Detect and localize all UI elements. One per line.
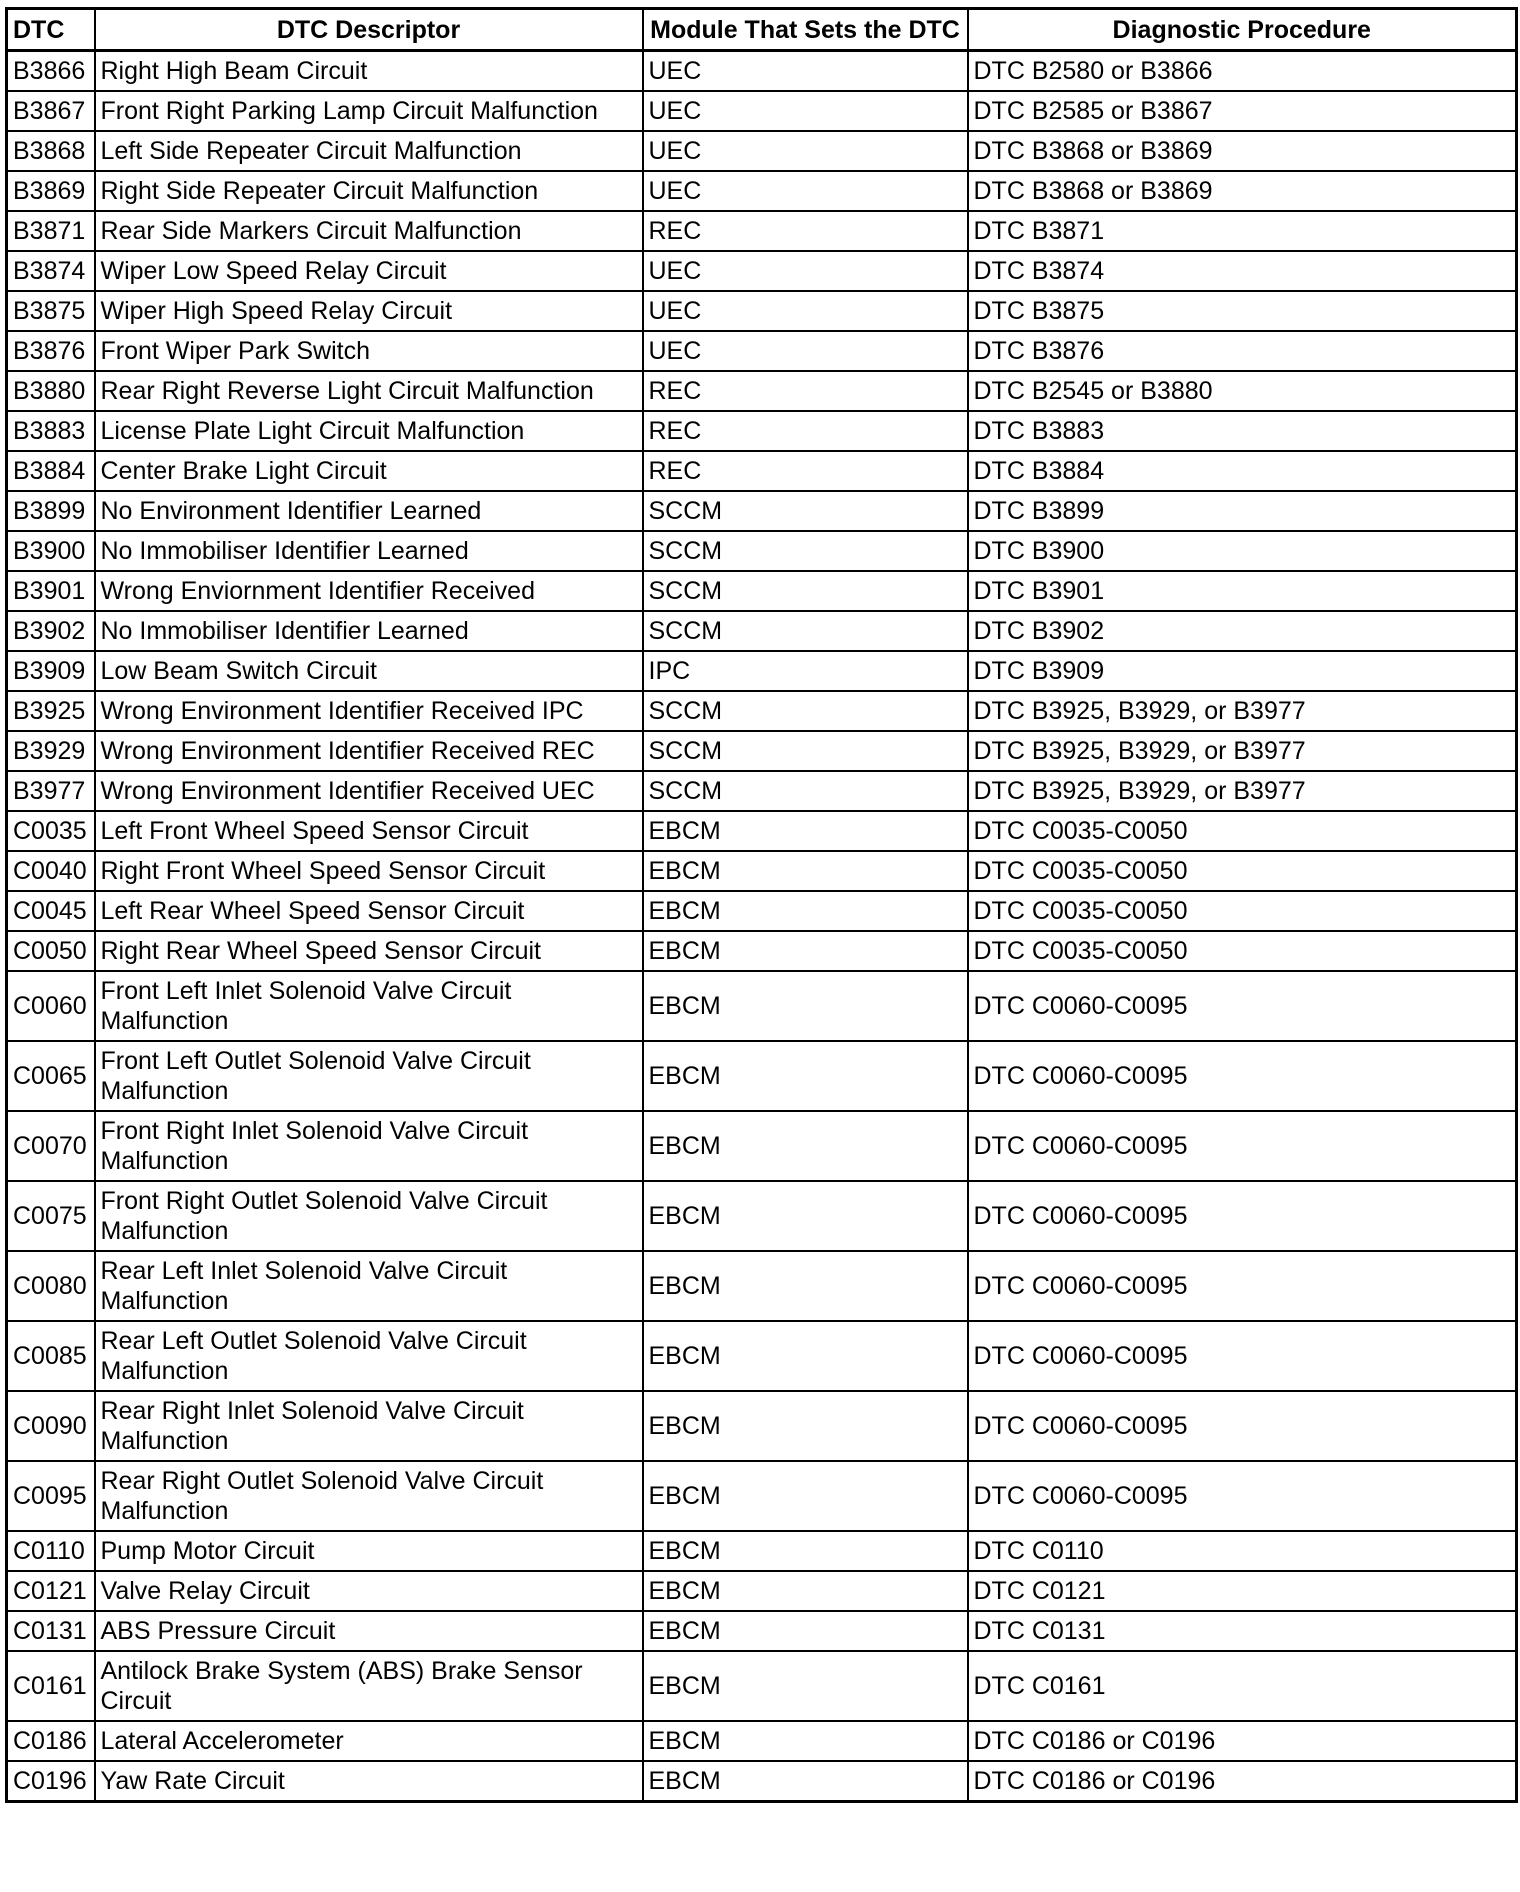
- dtc-procedure-cell: DTC C0110: [968, 1531, 1517, 1571]
- dtc-module-cell: SCCM: [643, 771, 968, 811]
- dtc-code-cell: C0050: [7, 931, 95, 971]
- dtc-module-cell: EBCM: [643, 1651, 968, 1721]
- dtc-code-cell: B3900: [7, 531, 95, 571]
- table-row: [7, 1321, 1517, 1391]
- dtc-procedure-cell: DTC B3884: [968, 451, 1517, 491]
- table-row: [7, 811, 1517, 851]
- dtc-descriptor-cell: Right High Beam Circuit: [95, 51, 643, 92]
- dtc-code-cell: B3901: [7, 571, 95, 611]
- dtc-descriptor-cell: Wrong Environment Identifier Received REC: [95, 731, 643, 771]
- dtc-code-cell: C0196: [7, 1761, 95, 1802]
- dtc-code-cell: C0095: [7, 1461, 95, 1531]
- dtc-module-cell: REC: [643, 451, 968, 491]
- dtc-procedure-cell: DTC B3871: [968, 211, 1517, 251]
- dtc-module-cell: SCCM: [643, 531, 968, 571]
- dtc-code-cell: B3884: [7, 451, 95, 491]
- dtc-module-cell: SCCM: [643, 731, 968, 771]
- table-row: [7, 51, 1517, 92]
- dtc-code-cell: C0186: [7, 1721, 95, 1761]
- dtc-code-cell: B3868: [7, 131, 95, 171]
- table-row: [7, 411, 1517, 451]
- dtc-code-cell: C0045: [7, 891, 95, 931]
- dtc-procedure-cell: DTC C0060-C0095: [968, 1181, 1517, 1251]
- dtc-module-cell: EBCM: [643, 1181, 968, 1251]
- dtc-descriptor-cell: No Immobiliser Identifier Learned: [95, 611, 643, 651]
- dtc-module-cell: REC: [643, 371, 968, 411]
- dtc-code-cell: C0080: [7, 1251, 95, 1321]
- dtc-procedure-cell: DTC B3875: [968, 291, 1517, 331]
- dtc-procedure-cell: DTC C0161: [968, 1651, 1517, 1721]
- dtc-code-cell: C0161: [7, 1651, 95, 1721]
- dtc-procedure-cell: DTC C0060-C0095: [968, 971, 1517, 1041]
- dtc-procedure-cell: DTC B3902: [968, 611, 1517, 651]
- table-row: [7, 851, 1517, 891]
- dtc-descriptor-cell: No Environment Identifier Learned: [95, 491, 643, 531]
- dtc-descriptor-cell: Wrong Environment Identifier Received IPC: [95, 691, 643, 731]
- table-row: [7, 1721, 1517, 1761]
- dtc-descriptor-cell: Wrong Environment Identifier Received UEC: [95, 771, 643, 811]
- dtc-code-cell: C0121: [7, 1571, 95, 1611]
- dtc-code-cell: B3874: [7, 251, 95, 291]
- table-row: [7, 611, 1517, 651]
- header-descriptor: DTC Descriptor: [95, 9, 643, 51]
- table-row: [7, 771, 1517, 811]
- dtc-code-cell: C0075: [7, 1181, 95, 1251]
- dtc-module-cell: EBCM: [643, 971, 968, 1041]
- dtc-code-cell: C0090: [7, 1391, 95, 1461]
- dtc-module-cell: EBCM: [643, 891, 968, 931]
- dtc-code-cell: B3929: [7, 731, 95, 771]
- dtc-module-cell: UEC: [643, 51, 968, 92]
- dtc-code-cell: B3909: [7, 651, 95, 691]
- dtc-descriptor-cell: Front Wiper Park Switch: [95, 331, 643, 371]
- table-row: [7, 1181, 1517, 1251]
- dtc-module-cell: SCCM: [643, 691, 968, 731]
- dtc-code-cell: C0070: [7, 1111, 95, 1181]
- table-row: [7, 651, 1517, 691]
- dtc-code-cell: C0131: [7, 1611, 95, 1651]
- dtc-descriptor-cell: Front Right Outlet Solenoid Valve Circuit Malfunction: [95, 1181, 643, 1251]
- dtc-procedure-cell: DTC B3876: [968, 331, 1517, 371]
- dtc-module-cell: EBCM: [643, 931, 968, 971]
- dtc-descriptor-cell: Rear Left Outlet Solenoid Valve Circuit Malfunction: [95, 1321, 643, 1391]
- table-row: [7, 891, 1517, 931]
- dtc-code-cell: B3867: [7, 91, 95, 131]
- dtc-descriptor-cell: Lateral Accelerometer: [95, 1721, 643, 1761]
- dtc-procedure-cell: DTC C0060-C0095: [968, 1461, 1517, 1531]
- dtc-descriptor-cell: Left Rear Wheel Speed Sensor Circuit: [95, 891, 643, 931]
- header-dtc: DTC: [7, 9, 95, 51]
- dtc-descriptor-cell: Left Side Repeater Circuit Malfunction: [95, 131, 643, 171]
- dtc-descriptor-cell: Rear Left Inlet Solenoid Valve Circuit Malfunction: [95, 1251, 643, 1321]
- dtc-code-cell: C0035: [7, 811, 95, 851]
- dtc-code-cell: C0110: [7, 1531, 95, 1571]
- table-row: [7, 131, 1517, 171]
- dtc-procedure-cell: DTC C0035-C0050: [968, 891, 1517, 931]
- header-procedure: Diagnostic Procedure: [968, 9, 1517, 51]
- dtc-procedure-cell: DTC B3925, B3929, or B3977: [968, 691, 1517, 731]
- table-row: [7, 91, 1517, 131]
- dtc-descriptor-cell: Left Front Wheel Speed Sensor Circuit: [95, 811, 643, 851]
- dtc-code-cell: C0065: [7, 1041, 95, 1111]
- dtc-module-cell: EBCM: [643, 1111, 968, 1181]
- dtc-module-cell: EBCM: [643, 1391, 968, 1461]
- dtc-code-cell: B3883: [7, 411, 95, 451]
- table-row: [7, 1461, 1517, 1531]
- dtc-procedure-cell: DTC B3883: [968, 411, 1517, 451]
- dtc-module-cell: UEC: [643, 331, 968, 371]
- dtc-descriptor-cell: No Immobiliser Identifier Learned: [95, 531, 643, 571]
- table-row: [7, 1761, 1517, 1802]
- dtc-descriptor-cell: ABS Pressure Circuit: [95, 1611, 643, 1651]
- table-row: [7, 971, 1517, 1041]
- dtc-module-cell: EBCM: [643, 1571, 968, 1611]
- dtc-code-cell: C0085: [7, 1321, 95, 1391]
- table-row: [7, 691, 1517, 731]
- dtc-module-cell: REC: [643, 411, 968, 451]
- dtc-procedure-cell: DTC C0186 or C0196: [968, 1761, 1517, 1802]
- dtc-module-cell: REC: [643, 211, 968, 251]
- dtc-module-cell: IPC: [643, 651, 968, 691]
- dtc-procedure-cell: DTC C0060-C0095: [968, 1111, 1517, 1181]
- dtc-procedure-cell: DTC B3925, B3929, or B3977: [968, 771, 1517, 811]
- table-row: [7, 251, 1517, 291]
- dtc-code-cell: B3876: [7, 331, 95, 371]
- dtc-procedure-cell: DTC B3909: [968, 651, 1517, 691]
- dtc-code-cell: B3869: [7, 171, 95, 211]
- table-row: [7, 1571, 1517, 1611]
- dtc-procedure-cell: DTC C0121: [968, 1571, 1517, 1611]
- dtc-module-cell: EBCM: [643, 851, 968, 891]
- dtc-procedure-cell: DTC B3901: [968, 571, 1517, 611]
- table-row: [7, 1391, 1517, 1461]
- header-module: Module That Sets the DTC: [643, 9, 968, 51]
- dtc-code-cell: B3866: [7, 51, 95, 92]
- dtc-procedure-cell: DTC C0060-C0095: [968, 1321, 1517, 1391]
- dtc-module-cell: UEC: [643, 91, 968, 131]
- dtc-descriptor-cell: Front Left Inlet Solenoid Valve Circuit Malfunction: [95, 971, 643, 1041]
- dtc-table: [5, 7, 1518, 1803]
- dtc-procedure-cell: DTC B2545 or B3880: [968, 371, 1517, 411]
- dtc-module-cell: SCCM: [643, 611, 968, 651]
- table-row: [7, 931, 1517, 971]
- dtc-descriptor-cell: Front Right Inlet Solenoid Valve Circuit Malfunction: [95, 1111, 643, 1181]
- dtc-procedure-cell: DTC B3899: [968, 491, 1517, 531]
- dtc-descriptor-cell: Valve Relay Circuit: [95, 1571, 643, 1611]
- dtc-descriptor-cell: Front Right Parking Lamp Circuit Malfunction: [95, 91, 643, 131]
- dtc-module-cell: UEC: [643, 131, 968, 171]
- header-row: [7, 9, 1517, 51]
- dtc-module-cell: EBCM: [643, 1761, 968, 1802]
- dtc-procedure-cell: DTC B2585 or B3867: [968, 91, 1517, 131]
- dtc-procedure-cell: DTC C0035-C0050: [968, 811, 1517, 851]
- dtc-module-cell: SCCM: [643, 491, 968, 531]
- dtc-procedure-cell: DTC C0060-C0095: [968, 1041, 1517, 1111]
- dtc-code-cell: C0040: [7, 851, 95, 891]
- dtc-module-cell: EBCM: [643, 1531, 968, 1571]
- table-row: [7, 211, 1517, 251]
- dtc-descriptor-cell: Wiper High Speed Relay Circuit: [95, 291, 643, 331]
- table-body: [7, 51, 1517, 1802]
- dtc-procedure-cell: DTC B3874: [968, 251, 1517, 291]
- dtc-module-cell: EBCM: [643, 1321, 968, 1391]
- dtc-descriptor-cell: License Plate Light Circuit Malfunction: [95, 411, 643, 451]
- dtc-descriptor-cell: Rear Side Markers Circuit Malfunction: [95, 211, 643, 251]
- dtc-module-cell: EBCM: [643, 1041, 968, 1111]
- dtc-procedure-cell: DTC C0131: [968, 1611, 1517, 1651]
- dtc-code-cell: B3880: [7, 371, 95, 411]
- dtc-descriptor-cell: Right Rear Wheel Speed Sensor Circuit: [95, 931, 643, 971]
- dtc-descriptor-cell: Right Front Wheel Speed Sensor Circuit: [95, 851, 643, 891]
- dtc-descriptor-cell: Wiper Low Speed Relay Circuit: [95, 251, 643, 291]
- dtc-code-cell: C0060: [7, 971, 95, 1041]
- dtc-procedure-cell: DTC C0060-C0095: [968, 1391, 1517, 1461]
- dtc-module-cell: EBCM: [643, 1461, 968, 1531]
- dtc-module-cell: UEC: [643, 251, 968, 291]
- table-row: [7, 371, 1517, 411]
- dtc-descriptor-cell: Rear Right Outlet Solenoid Valve Circuit Malfunction: [95, 1461, 643, 1531]
- table-row: [7, 1251, 1517, 1321]
- dtc-procedure-cell: DTC C0060-C0095: [968, 1251, 1517, 1321]
- dtc-code-cell: B3875: [7, 291, 95, 331]
- dtc-module-cell: EBCM: [643, 1611, 968, 1651]
- dtc-procedure-cell: DTC B3868 or B3869: [968, 131, 1517, 171]
- dtc-descriptor-cell: Yaw Rate Circuit: [95, 1761, 643, 1802]
- dtc-code-cell: B3925: [7, 691, 95, 731]
- dtc-module-cell: EBCM: [643, 1251, 968, 1321]
- table-row: [7, 531, 1517, 571]
- dtc-procedure-cell: DTC B3900: [968, 531, 1517, 571]
- table-row: [7, 1531, 1517, 1571]
- dtc-code-cell: B3902: [7, 611, 95, 651]
- dtc-procedure-cell: DTC C0186 or C0196: [968, 1721, 1517, 1761]
- dtc-descriptor-cell: Right Side Repeater Circuit Malfunction: [95, 171, 643, 211]
- table-row: [7, 331, 1517, 371]
- dtc-code-cell: B3899: [7, 491, 95, 531]
- dtc-procedure-cell: DTC B3925, B3929, or B3977: [968, 731, 1517, 771]
- dtc-descriptor-cell: Center Brake Light Circuit: [95, 451, 643, 491]
- dtc-code-cell: B3977: [7, 771, 95, 811]
- dtc-module-cell: SCCM: [643, 571, 968, 611]
- table-row: [7, 1611, 1517, 1651]
- dtc-descriptor-cell: Low Beam Switch Circuit: [95, 651, 643, 691]
- dtc-procedure-cell: DTC C0035-C0050: [968, 851, 1517, 891]
- table-row: [7, 291, 1517, 331]
- dtc-procedure-cell: DTC B3868 or B3869: [968, 171, 1517, 211]
- dtc-descriptor-cell: Antilock Brake System (ABS) Brake Sensor Circuit: [95, 1651, 643, 1721]
- table-row: [7, 1651, 1517, 1721]
- table-row: [7, 1041, 1517, 1111]
- dtc-descriptor-cell: Wrong Enviornment Identifier Received: [95, 571, 643, 611]
- table-row: [7, 171, 1517, 211]
- dtc-module-cell: EBCM: [643, 1721, 968, 1761]
- dtc-descriptor-cell: Front Left Outlet Solenoid Valve Circuit Malfunction: [95, 1041, 643, 1111]
- dtc-descriptor-cell: Rear Right Reverse Light Circuit Malfunction: [95, 371, 643, 411]
- table-row: [7, 491, 1517, 531]
- dtc-module-cell: EBCM: [643, 811, 968, 851]
- dtc-module-cell: UEC: [643, 291, 968, 331]
- dtc-code-cell: B3871: [7, 211, 95, 251]
- table-row: [7, 1111, 1517, 1181]
- dtc-procedure-cell: DTC B2580 or B3866: [968, 51, 1517, 92]
- dtc-module-cell: UEC: [643, 171, 968, 211]
- dtc-procedure-cell: DTC C0035-C0050: [968, 931, 1517, 971]
- table-row: [7, 451, 1517, 491]
- table-row: [7, 571, 1517, 611]
- table-row: [7, 731, 1517, 771]
- dtc-descriptor-cell: Pump Motor Circuit: [95, 1531, 643, 1571]
- dtc-descriptor-cell: Rear Right Inlet Solenoid Valve Circuit Malfunction: [95, 1391, 643, 1461]
